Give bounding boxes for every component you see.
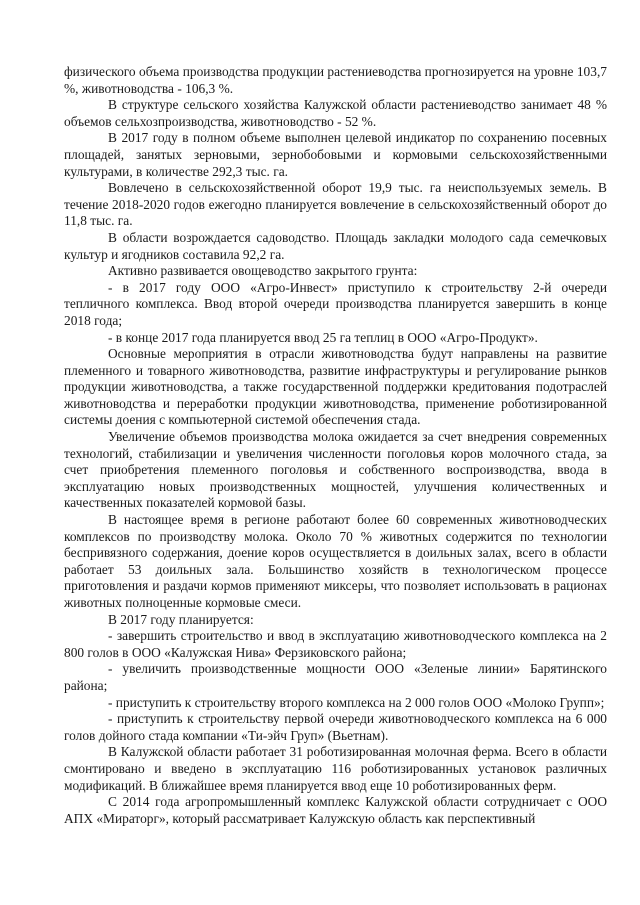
list-item-agro-invest: - в 2017 году ООО «Агро-Инвест» приступило к строительству 2-й очереди тепличного комплекса. Ввод второй очереди производства планируется завершить в конце 2018 года;: [64, 279, 607, 328]
paragraph-milk-production: Увеличение объемов производства молока ожидается за счет внедрения современных технологий, стабилизации и увеличения численности поголовья коров молочного стада, за счет приобретения племенного поголовья и собственного воспроизводства, ввода в эксплуатацию новых производственных мощностей, улучшения количественных и качественных показателей кормовой базы.: [64, 429, 607, 511]
list-item-kaluzhskaya-niva: - завершить строительство и ввод в эксплуатацию животноводческого комплекса на 2 800 голов в ООО «Калужская Нива» Ферзиковского района;: [64, 628, 607, 660]
paragraph-greenhouse-intro: Активно развивается овощеводство закрытого грунта:: [108, 263, 418, 279]
paragraph-land-involvement: Вовлечено в сельскохозяйственной оборот 19,9 тыс. га неиспользуемых земель. В течение 2018-2020 годов ежегодно планируется вовлечение в сельскохозяйственный оборот до 11,8 тыс. га.: [64, 180, 607, 229]
paragraph-robotic-farms: В Калужской области работает 31 роботизированная молочная ферма. Всего в области смонтировано и введено в эксплуатацию 116 роботизированных установок различных модификаций. В ближайшее время планируется ввод еще 10 роботизированных ферм.: [64, 744, 607, 793]
list-item-moloko-grupp: - приступить к строительству второго комплекса на 2 000 голов ООО «Молоко Групп»;: [108, 694, 605, 710]
paragraph-dairy-complexes: В настоящее время в регионе работают более 60 современных животноводческих комплексов по производству молока. Около 70 % животных содержится по технологии беспривязного содержания, доение коров осуществляется в доильных залах, всего в области работает 53 доильных зала. Большинство хозяйств в технологическом процессе приготовления и раздачи кормов применяют миксеры, что позволяет использовать в рационах животных полноценные кормовые смеси.: [64, 512, 607, 610]
paragraph-livestock-measures: Основные мероприятия в отрасли животноводства будут направлены на развитие племенного и товарного животноводства, развитие инфраструктуры и регулирование рынков продукции животноводства, а также государственной поддержки кредитования подотраслей животноводства и переработки продукции животноводства, применение роботизированной системы доения с компьютерной системой обеспечения стада.: [64, 346, 607, 428]
list-item-th-group: - приступить к строительству первой очереди животноводческого комплекса на 6 000 голов дойного стада компании «Ти-эйч Груп» (Вьетнам).: [64, 711, 607, 743]
list-item-zelenye-linii: - увеличить производственные мощности ООО «Зеленые линии» Барятинского района;: [64, 661, 607, 693]
paragraph-sown-areas: В 2017 году в полном объеме выполнен целевой индикатор по сохранению посевных площадей, занятых зерновыми, зернобобовыми и кормовыми сельскохозяйственными культурами, в количестве 292,3 тыс. га.: [64, 130, 607, 179]
paragraph-agriculture-structure: В структуре сельского хозяйства Калужской области растениеводство занимает 48 % объемов сельхозпроизводства, животноводство - 52 %.: [64, 97, 607, 129]
paragraph-plans-2017: В 2017 году планируется:: [108, 611, 254, 627]
paragraph-horticulture: В области возрождается садоводство. Площадь закладки молодого сада семечковых культур и ягодников составила 92,2 га.: [64, 229, 607, 262]
paragraph-miratorg: С 2014 года агропромышленный комплекс Калужской области сотрудничает с ООО АПХ «Мираторг», который рассматривает Калужскую область как перспективный: [64, 794, 607, 826]
list-item-agro-product: - в конце 2017 года планируется ввод 25 га теплиц в ООО «Агро-Продукт».: [108, 329, 538, 345]
paragraph-production-forecast: физического объема производства продукции растениеводства прогнозируется на уровне 103,7 %, животноводства - 106,3 %.: [64, 64, 607, 96]
